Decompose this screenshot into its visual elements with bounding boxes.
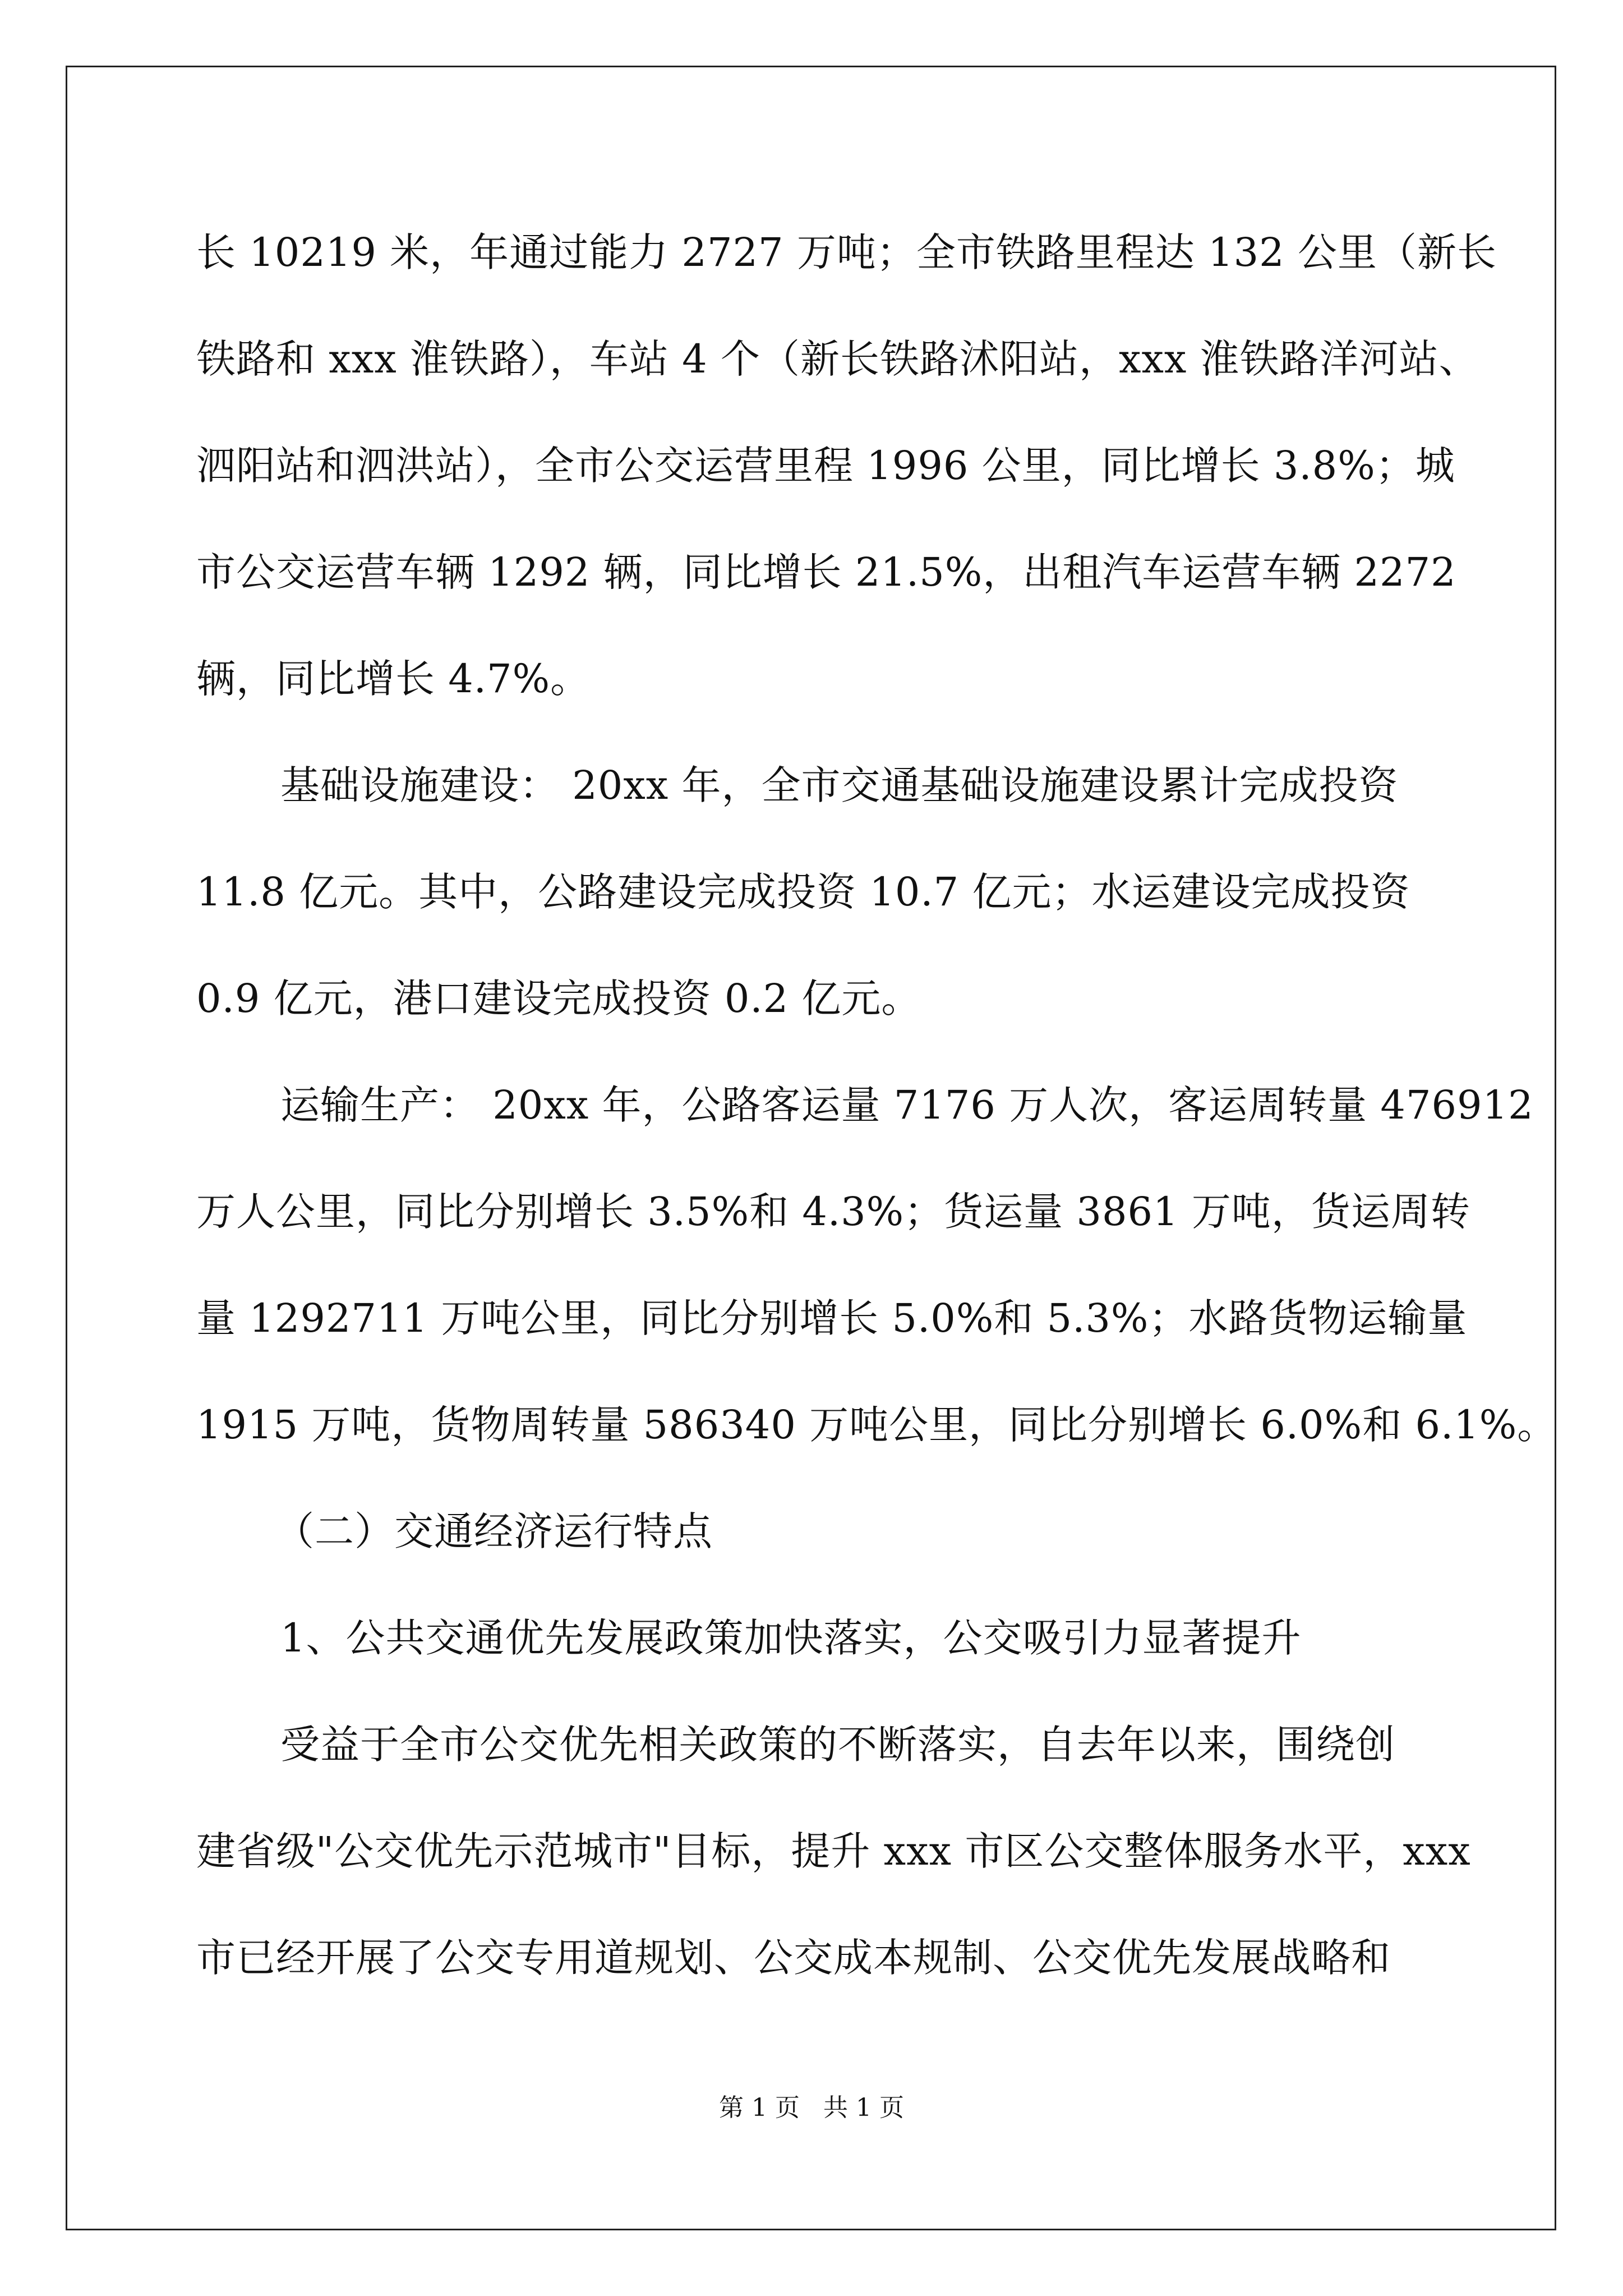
text-line: 建省级"公交优先示范城市"目标，提升 xxx 市区公交整体服务水平，xxx — [196, 1828, 1471, 1874]
text-line: 辆，同比增长 4.7%。 — [196, 656, 591, 702]
text-line: 市公交运营车辆 1292 辆，同比增长 21.5%，出租汽车运营车辆 2272 — [196, 549, 1456, 595]
text-line: 市已经开展了公交专用道规划、公交成本规制、公交优先发展战略和 — [196, 1935, 1391, 1981]
text-line: 11.8 亿元。其中，公路建设完成投资 10.7 亿元；水运建设完成投资 — [196, 869, 1410, 915]
text-line: 0.9 亿元，港口建设完成投资 0.2 亿元。 — [196, 976, 921, 1022]
section-heading: （二）交通经济运行特点 — [275, 1508, 713, 1554]
text-line: 量 1292711 万吨公里，同比分别增长 5.0%和 5.3%；水路货物运输量 — [196, 1295, 1468, 1341]
paragraph-start-line: 运输生产： 20xx 年，公路客运量 7176 万人次，客运周转量 476912 — [280, 1082, 1534, 1128]
page-border — [66, 66, 1556, 2230]
paragraph-start-line: 基础设施建设： 20xx 年，全市交通基础设施建设累计完成投资 — [280, 762, 1399, 808]
subsection-heading: 1、公共交通优先发展政策加快落实，公交吸引力显著提升 — [280, 1615, 1302, 1661]
page-footer: 第 1 页 共 1 页 — [719, 2093, 904, 2122]
paragraph-start-line: 受益于全市公交优先相关政策的不断落实，自去年以来，围绕创 — [280, 1722, 1395, 1768]
text-line: 万人公里，同比分别增长 3.5%和 4.3%；货运量 3861 万吨，货运周转 — [196, 1189, 1470, 1235]
text-line: 泗阳站和泗洪站），全市公交运营里程 1996 公里，同比增长 3.8%；城 — [196, 443, 1455, 489]
text-line: 铁路和 xxx 淮铁路），车站 4 个（新长铁路沭阳站，xxx 淮铁路洋河站、 — [196, 336, 1479, 382]
text-line: 1915 万吨，货物周转量 586340 万吨公里，同比分别增长 6.0%和 6.1%。 — [196, 1402, 1557, 1448]
text-line: 长 10219 米，年通过能力 2727 万吨；全市铁路里程达 132 公里（新长 — [196, 229, 1497, 275]
